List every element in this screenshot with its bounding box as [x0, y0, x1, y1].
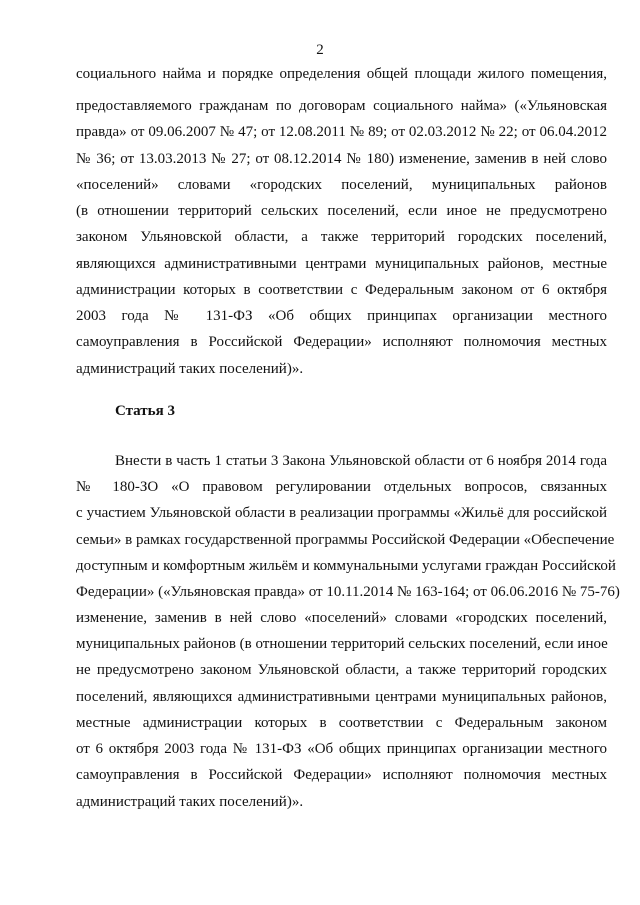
text-line: «поселений» словами «городских поселений, муниципальных районов: [76, 177, 607, 193]
text-line: муниципальных районов (в отношении территорий сельских поселений, если иное: [76, 636, 608, 652]
text-line: правда» от 09.06.2007 № 47; от 12.08.2011 № 89; от 02.03.2012 № 22; от 06.04.2012: [76, 124, 607, 140]
text-line: Внести в часть 1 статьи 3 Закона Ульяновской области от 6 ноября 2014 года: [115, 453, 607, 469]
text-line: изменение, заменив в ней слово «поселений» словами «городских поселений,: [76, 610, 607, 626]
text-line: Федерации» («Ульяновская правда» от 10.11.2014 № 163-164; от 06.06.2016 № 75-76): [76, 584, 620, 600]
text-line: являющихся административными центрами муниципальных районов, местные: [76, 256, 607, 272]
text-line: социального найма и порядке определения общей площади жилого помещения,: [76, 66, 607, 82]
page-number: 2: [316, 42, 324, 58]
text-line: предоставляемого гражданам по договорам социального найма» («Ульяновская: [76, 98, 607, 114]
text-line: семьи» в рамках государственной программы Российской Федерации «Обеспечение: [76, 532, 615, 548]
text-line: от 6 октября 2003 года № 131-ФЗ «Об общих принципах организации местного: [76, 741, 607, 757]
text-line: местные администрации которых в соответствии с Федеральным законом: [76, 715, 607, 731]
text-line: 2003 года № 131-ФЗ «Об общих принципах организации местного: [76, 308, 607, 324]
text-line: поселений, являющихся административными центрами муниципальных районов,: [76, 689, 607, 705]
text-line: самоуправления в Российской Федерации» исполняют полномочия местных: [76, 767, 607, 783]
text-line: администраций таких поселений)».: [76, 361, 304, 377]
text-line: № 36; от 13.03.2013 № 27; от 08.12.2014 № 180) изменение, заменив в ней слово: [76, 151, 607, 167]
text-line: с участием Ульяновской области в реализации программы «Жильё для российской: [76, 505, 607, 521]
article-heading: Статья 3: [115, 403, 175, 419]
text-line: законом Ульяновской области, а также территорий городских поселений,: [76, 229, 607, 245]
text-line: не предусмотрено законом Ульяновской области, а также территорий городских: [76, 662, 607, 678]
text-line: администрации которых в соответствии с Федеральным законом от 6 октября: [76, 282, 607, 298]
text-line: самоуправления в Российской Федерации» исполняют полномочия местных: [76, 334, 607, 350]
text-line: (в отношении территорий сельских поселений, если иное не предусмотрено: [76, 203, 607, 219]
text-line: № 180-ЗО «О правовом регулировании отдельных вопросов, связанных: [76, 479, 607, 495]
text-line: доступным и комфортным жильём и коммунальными услугами граждан Российской: [76, 558, 616, 574]
text-line: администраций таких поселений)».: [76, 794, 304, 810]
